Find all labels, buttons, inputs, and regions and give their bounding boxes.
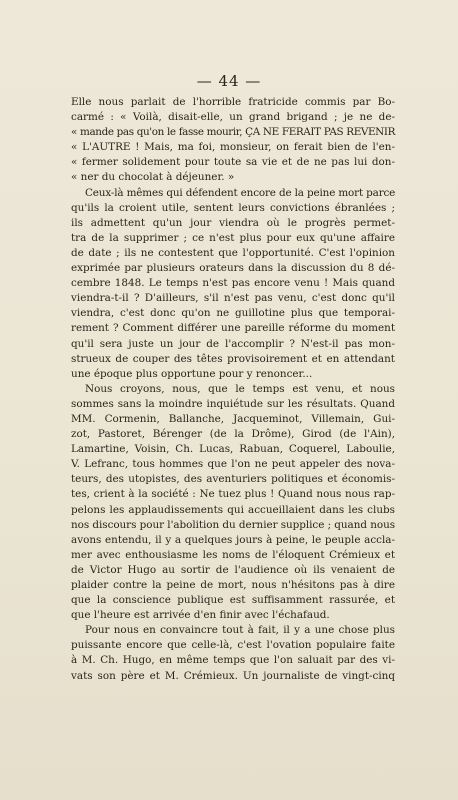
text-line: que l'heure est arrivée d'en finir avec l'échafaud. <box>71 609 330 622</box>
text-line: qu'il sera juste un jour de l'accomplir ? N'est-il pas mon- <box>71 337 395 350</box>
text-line: plaider contre la peine de mort, nous n'hésitons pas à dire <box>71 579 395 591</box>
text-line: de date ; ils ne contestent que l'opportunité. C'est l'opinion <box>71 246 395 259</box>
text-line: tra de la supprimer ; ce n'est plus pour eux qu'une affaire <box>71 231 395 244</box>
text-line: V. Lefranc, tous hommes que l'on ne peut appeler des nova- <box>71 458 395 471</box>
text-line: mer avec enthousiasme les noms de l'éloquent Crémieux et <box>71 548 395 561</box>
text-line: « L'AUTRE ! Mais, ma foi, monsieur, on ferait bien de l'en- <box>71 141 395 154</box>
text-line: viendra, c'est donc qu'on ne guillotine plus que temporai- <box>71 307 395 320</box>
text-line: qu'ils la croient utile, sentent leurs convictions ébranlées ; <box>71 201 395 214</box>
page-number: — 44 — <box>196 72 262 90</box>
text-line: puissante encore que celle-là, c'est l'ovation populaire faite <box>71 639 395 652</box>
text-line: Elle nous parlait de l'horrible fratricide commis par Bo- <box>71 96 395 108</box>
text-line: pelons les applaudissements qui accueillaient dans les clubs <box>71 503 395 516</box>
text-line: carmé : « Voilà, disait-elle, un grand brigand ; je ne de- <box>71 111 395 124</box>
text-line: viendra-t-il ? D'ailleurs, s'il n'est pas venu, c'est donc qu'il <box>71 292 395 305</box>
text-line: exprimée par plusieurs orateurs dans la discussion du 8 dé- <box>71 262 395 275</box>
text-line: « fermer solidement pour toute sa vie et de ne pas lui don- <box>71 156 395 169</box>
text-line: vats son père et M. Crémieux. Un journaliste de vingt-cinq <box>71 669 395 682</box>
text-line: tes, crient à la société : Ne tuez plus ! Quand nous nous rap- <box>71 488 395 501</box>
text-line: Pour nous en convaincre tout à fait, il y a une chose plus <box>85 624 395 637</box>
text-line: ils admettent qu'un jour viendra où le progrès permet- <box>71 216 395 229</box>
text-line: strueux de couper des têtes provisoirement et en attendant <box>71 352 395 365</box>
text-line: à M. Ch. Hugo, en même temps que l'on saluait par des vi- <box>71 654 395 667</box>
text-line: cembre 1848. Le temps n'est pas encore venu ! Mais quand <box>71 277 395 290</box>
text-line: avons entendu, il y a quelques jours à peine, le peuple accla- <box>71 533 395 546</box>
text-line: Ceux-là mêmes qui défendent encore de la peine mort parce <box>85 186 396 199</box>
text-line: de Victor Hugo au sortir de l'audience où ils venaient de <box>71 563 395 576</box>
text-line: nos discours pour l'abolition du dernier supplice ; quand nous <box>71 518 395 531</box>
body-text <box>71 95 395 684</box>
text-line: une époque plus opportune pour y renoncer... <box>71 367 313 380</box>
text-line: « mande pas qu'on le fasse mourir, ÇA NE FERAIT PAS REVENIR <box>71 126 395 139</box>
text-line: MM. Cormenin, Ballanche, Jacqueminot, Villemain, Gui- <box>71 412 395 425</box>
text-line: que la conscience publique est suffisamment rassurée, et <box>71 594 395 607</box>
text-line: Nous croyons, nous, que le temps est venu, et nous <box>85 382 395 395</box>
text-line: Lamartine, Voisin, Ch. Lucas, Rabuan, Coquerel, Laboulie, <box>71 443 395 456</box>
text-line: rement ? Comment différer une pareille réforme du moment <box>71 322 395 335</box>
text-line: zot, Pastoret, Bérenger (de la Drôme), Girod (de l'Ain), <box>71 428 395 441</box>
text-line: sommes sans la moindre inquiétude sur les résultats. Quand <box>71 397 395 410</box>
text-line: teurs, des utopistes, des aventuriers politiques et économis- <box>71 473 395 486</box>
text-line: « ner du chocolat à déjeuner. » <box>71 171 235 184</box>
